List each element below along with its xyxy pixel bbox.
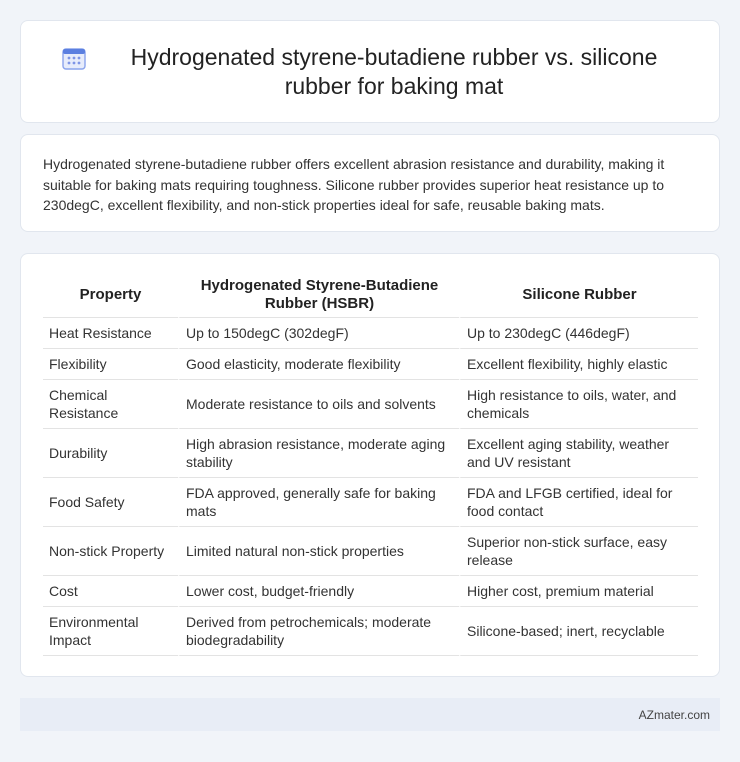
property-cell: Non-stick Property	[43, 527, 178, 576]
table-row	[43, 380, 698, 429]
table-row	[43, 527, 698, 576]
intro-card	[20, 134, 720, 232]
property-cell: Heat Resistance	[43, 318, 178, 349]
property-cell: Flexibility	[43, 349, 178, 380]
silicone-cell: Up to 230degC (446degF)	[459, 318, 698, 349]
hsbr-cell: Lower cost, budget-friendly	[178, 576, 459, 607]
header-property: Property	[43, 272, 178, 318]
title-wrap	[61, 43, 679, 101]
table-row	[43, 318, 698, 349]
title-card	[20, 20, 720, 123]
footer-site-link[interactable]: AZmater.com	[638, 707, 710, 722]
comparison-table-card	[20, 253, 720, 677]
hsbr-cell: FDA approved, generally safe for baking mats	[178, 478, 459, 527]
silicone-cell: High resistance to oils, water, and chemicals	[459, 380, 698, 429]
page-title: Hydrogenated styrene-butadiene rubber vs. silicone rubber for baking mat	[130, 43, 658, 99]
hsbr-cell: Up to 150degC (302degF)	[178, 318, 459, 349]
property-cell: Chemical Resistance	[43, 380, 178, 429]
silicone-cell: Higher cost, premium material	[459, 576, 698, 607]
table-row	[43, 607, 698, 656]
table-row	[43, 478, 698, 527]
silicone-cell: Superior non-stick surface, easy release	[459, 527, 698, 576]
header-hsbr: Hydrogenated Styrene-Butadiene Rubber (HSBR)	[178, 272, 459, 318]
silicone-cell: Silicone-based; inert, recyclable	[459, 607, 698, 656]
table-header-row	[43, 272, 698, 318]
table-row	[43, 349, 698, 380]
property-cell: Cost	[43, 576, 178, 607]
footer	[20, 698, 720, 731]
hsbr-cell: Limited natural non-stick properties	[178, 527, 459, 576]
silicone-cell: Excellent aging stability, weather and UV resistant	[459, 429, 698, 478]
hsbr-cell: High abrasion resistance, moderate aging stability	[178, 429, 459, 478]
hsbr-cell: Good elasticity, moderate flexibility	[178, 349, 459, 380]
table-row	[43, 576, 698, 607]
silicone-cell: Excellent flexibility, highly elastic	[459, 349, 698, 380]
comparison-table	[43, 272, 698, 656]
property-cell: Durability	[43, 429, 178, 478]
hsbr-cell: Derived from petrochemicals; moderate biodegradability	[178, 607, 459, 656]
calendar-icon	[61, 45, 87, 71]
table-row	[43, 429, 698, 478]
silicone-cell: FDA and LFGB certified, ideal for food contact	[459, 478, 698, 527]
intro-paragraph: Hydrogenated styrene-butadiene rubber offers excellent abrasion resistance and durability, making it suitable for baking mats requiring toughness. Silicone rubber provides superior heat resistance up to 230degC, excellent flexibility, and non-stick properties ideal for safe, reusable baking mats.	[43, 156, 665, 213]
hsbr-cell: Moderate resistance to oils and solvents	[178, 380, 459, 429]
header-silicone: Silicone Rubber	[459, 272, 698, 318]
property-cell: Food Safety	[43, 478, 178, 527]
property-cell: Environmental Impact	[43, 607, 178, 656]
